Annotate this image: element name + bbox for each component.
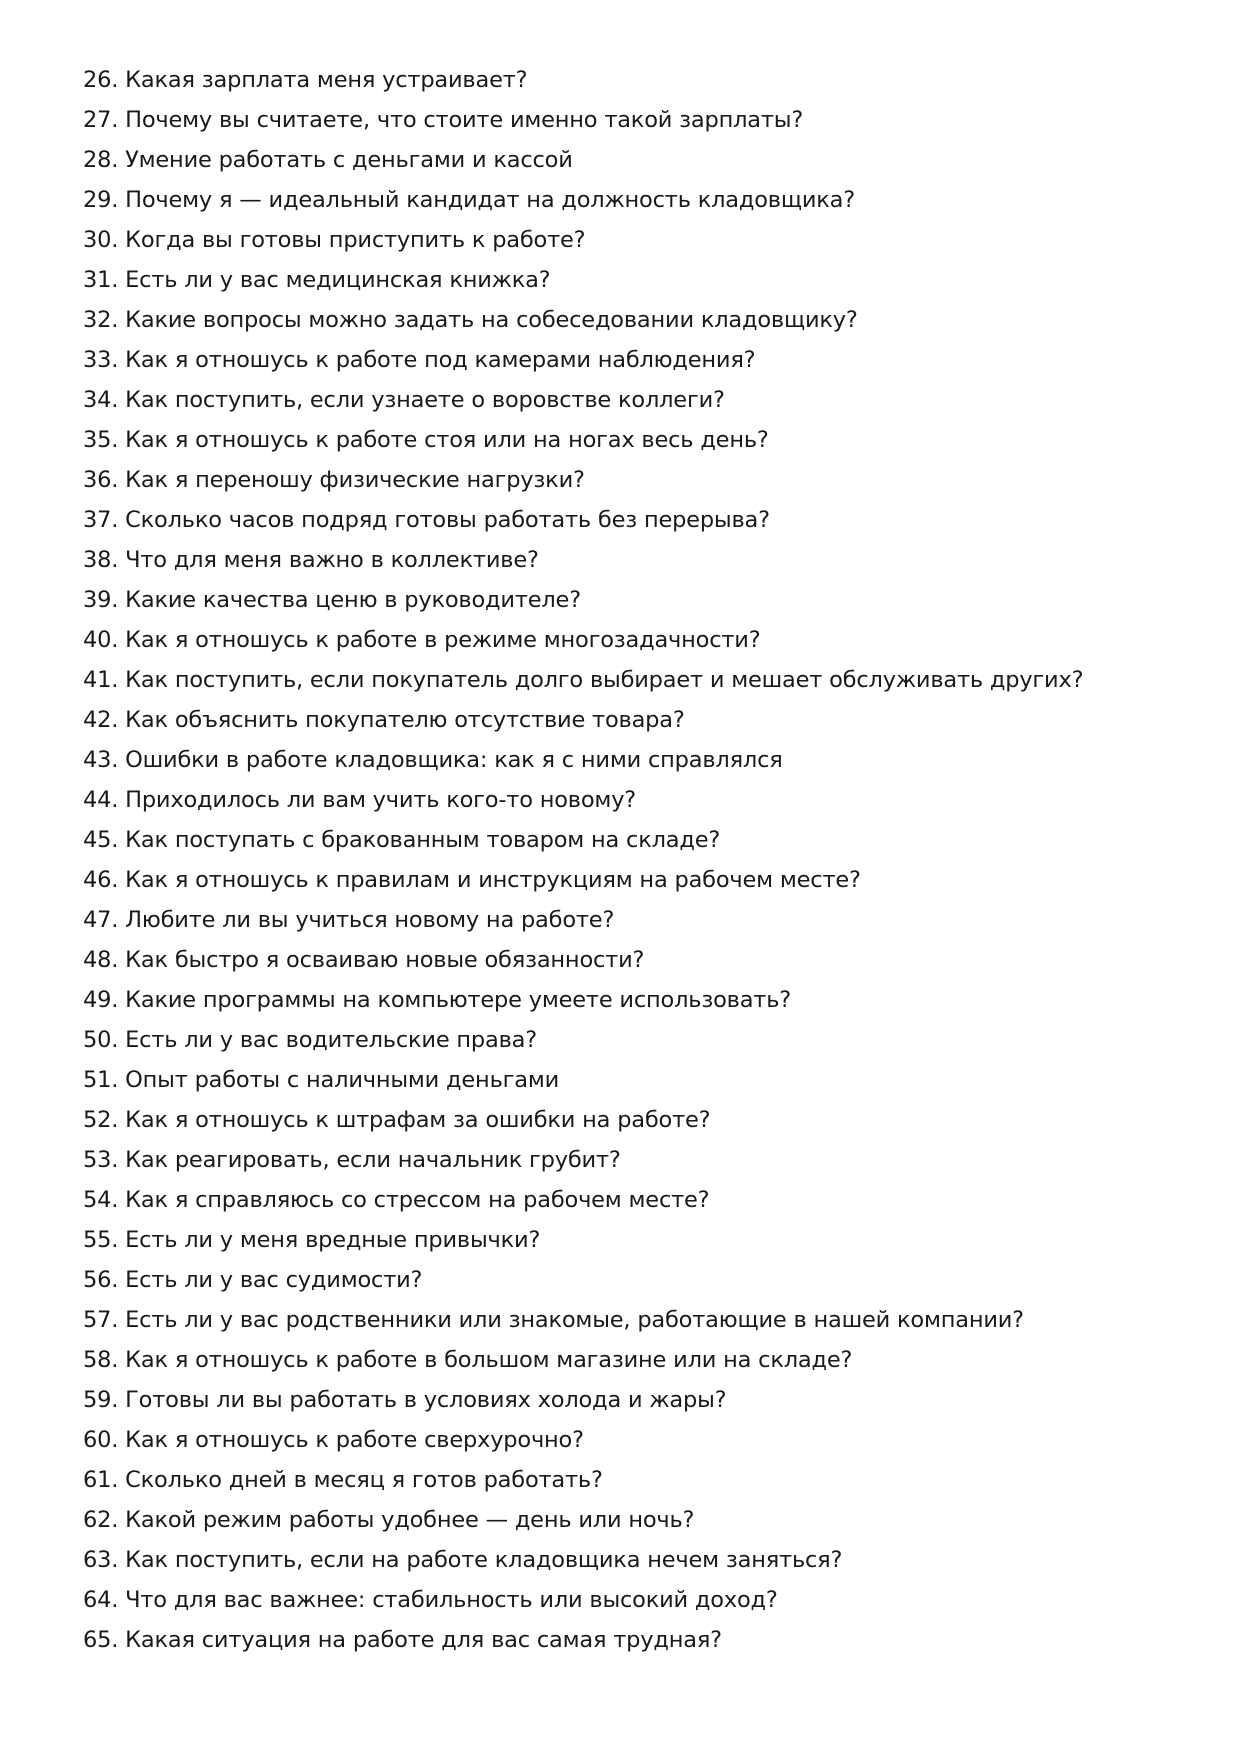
list-item: 27. Почему вы считаете, что стоите именно такой зарплаты? <box>83 107 804 133</box>
list-item: 45. Как поступать с бракованным товаром на складе? <box>83 827 721 853</box>
list-item: 37. Сколько часов подряд готовы работать без перерыва? <box>83 507 770 533</box>
list-item: 56. Есть ли у вас судимости? <box>83 1267 423 1293</box>
list-item: 39. Какие качества ценю в руководителе? <box>83 587 581 613</box>
list-item: 50. Есть ли у вас водительские права? <box>83 1027 537 1053</box>
list-item: 64. Что для вас важнее: стабильность или высокий доход? <box>83 1587 778 1613</box>
list-item: 43. Ошибки в работе кладовщика: как я с ними справлялся <box>83 747 783 773</box>
list-item: 41. Как поступить, если покупатель долго выбирает и мешает обслуживать других? <box>83 667 1084 693</box>
list-item: 26. Какая зарплата меня устраивает? <box>83 67 528 93</box>
list-item: 47. Любите ли вы учиться новому на работе? <box>83 907 615 933</box>
question-list <box>83 60 1183 1660</box>
list-item: 29. Почему я — идеальный кандидат на должность кладовщика? <box>83 187 855 213</box>
list-item: 31. Есть ли у вас медицинская книжка? <box>83 267 551 293</box>
list-item: 60. Как я отношусь к работе сверхурочно? <box>83 1427 584 1453</box>
list-item: 54. Как я справляюсь со стрессом на рабочем месте? <box>83 1187 710 1213</box>
list-item: 30. Когда вы готовы приступить к работе? <box>83 227 586 253</box>
list-item: 63. Как поступить, если на работе кладовщика нечем заняться? <box>83 1547 843 1573</box>
list-item: 36. Как я переношу физические нагрузки? <box>83 467 585 493</box>
list-item: 28. Умение работать с деньгами и кассой <box>83 147 573 173</box>
list-item: 62. Какой режим работы удобнее — день или ночь? <box>83 1507 695 1533</box>
list-item: 53. Как реагировать, если начальник грубит? <box>83 1147 621 1173</box>
list-item: 58. Как я отношусь к работе в большом магазине или на складе? <box>83 1347 853 1373</box>
list-item: 40. Как я отношусь к работе в режиме многозадачности? <box>83 627 761 653</box>
list-item: 52. Как я отношусь к штрафам за ошибки на работе? <box>83 1107 711 1133</box>
list-item: 32. Какие вопросы можно задать на собеседовании кладовщику? <box>83 307 858 333</box>
list-item: 34. Как поступить, если узнаете о воровстве коллеги? <box>83 387 725 413</box>
list-item: 33. Как я отношусь к работе под камерами наблюдения? <box>83 347 756 373</box>
list-item: 35. Как я отношусь к работе стоя или на ногах весь день? <box>83 427 769 453</box>
list-item: 55. Есть ли у меня вредные привычки? <box>83 1227 541 1253</box>
list-item: 49. Какие программы на компьютере умеете использовать? <box>83 987 792 1013</box>
list-item: 44. Приходилось ли вам учить кого-то новому? <box>83 787 637 813</box>
list-item: 59. Готовы ли вы работать в условиях холода и жары? <box>83 1387 727 1413</box>
list-item: 51. Опыт работы с наличными деньгами <box>83 1067 560 1093</box>
list-item: 61. Сколько дней в месяц я готов работать? <box>83 1467 603 1493</box>
list-item: 46. Как я отношусь к правилам и инструкциям на рабочем месте? <box>83 867 861 893</box>
list-item: 57. Есть ли у вас родственники или знакомые, работающие в нашей компании? <box>83 1307 1024 1333</box>
list-item: 42. Как объяснить покупателю отсутствие товара? <box>83 707 685 733</box>
list-item: 48. Как быстро я осваиваю новые обязанности? <box>83 947 645 973</box>
list-item: 65. Какая ситуация на работе для вас самая трудная? <box>83 1627 722 1653</box>
list-item: 38. Что для меня важно в коллективе? <box>83 547 539 573</box>
